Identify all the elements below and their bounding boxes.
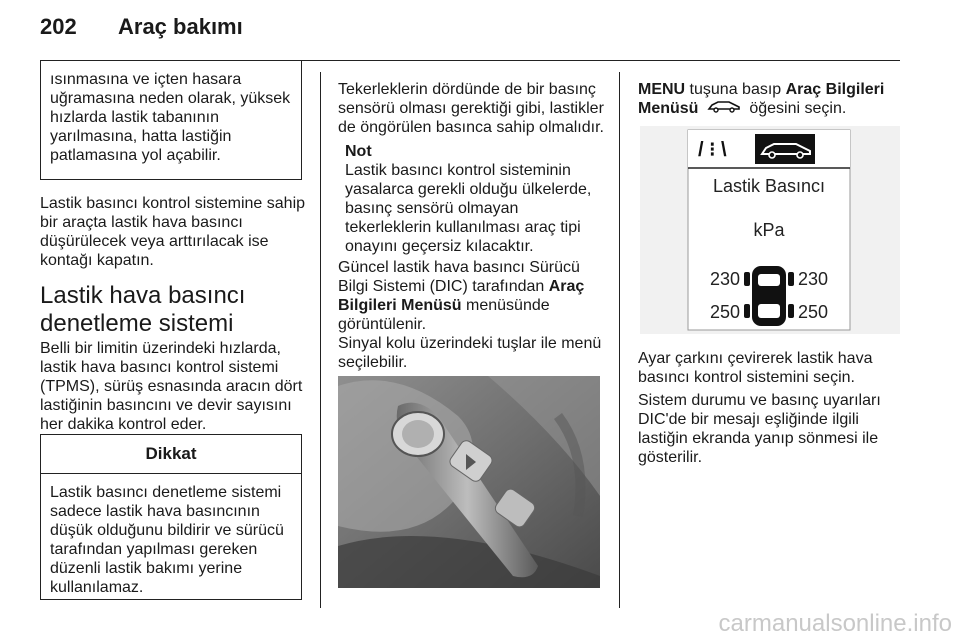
pressure-unit: kPa (753, 220, 785, 240)
text-line: basınç sensörü olmayan (345, 200, 519, 217)
text-line: düşürülecek veya arttırılacak ise (40, 233, 269, 250)
text-line: lastiğin ekranda yanıp sönmesi ile (638, 430, 879, 447)
text-line: her dakika kontrol eder. (40, 416, 207, 433)
tab-left-glyph: / ⁝ \ (698, 139, 727, 161)
paragraph-menu-select (638, 80, 903, 118)
paragraph-tpms (40, 339, 312, 434)
text-line: DIC'de bir mesajı eşliğinde ilgili (638, 411, 859, 428)
text-line: Lastik basıncı denetleme sistemi (50, 484, 282, 501)
menu-name-bold: Bilgileri Menüsü (338, 297, 462, 314)
note-title: Not (345, 143, 372, 160)
text-line: Güncel lastik hava basıncı Sürücü (338, 259, 580, 276)
column-divider-2 (619, 72, 620, 608)
text-line: yasalarca gerekli olduğu ülkelerde, (345, 181, 592, 198)
text-line: Sinyal kolu üzerindeki tuşlar ile menü (338, 335, 602, 352)
text-line: kontağı kapatın. (40, 252, 154, 269)
text-line: görüntülenir. (338, 316, 427, 333)
dic-title: Lastik Basıncı (712, 176, 826, 196)
text-line: Lastik basıncı kontrol sisteminin (345, 162, 571, 179)
text-line (638, 80, 903, 99)
text-line: Sistem durumu ve basınç uyarıları (638, 392, 881, 409)
page-number: 202 (40, 14, 77, 39)
page-title: Araç bakımı (118, 14, 243, 39)
caution-box (40, 434, 302, 600)
text-line: lastiğinin basıncını ve devir sayısını (40, 397, 292, 414)
text-line: basıncı kontrol sistemini seçin. (638, 369, 855, 386)
paragraph-stalk (338, 334, 613, 372)
text-line (638, 99, 903, 118)
text-run: Bilgi Sistemi (DIC) tarafından (338, 278, 549, 295)
heading-line: denetleme sistemi (40, 310, 234, 337)
heading-line: Lastik hava basıncı (40, 282, 246, 309)
pressure-rear-right: 250 (798, 302, 829, 322)
text-line: sensörü olması gerektiği gibi, lastikler (338, 100, 604, 117)
text-line: kullanılamaz. (50, 579, 144, 596)
paragraph-ignition (40, 194, 310, 270)
paragraph-dic (338, 258, 613, 334)
text-line: yarılmasına, hatta lastiğin (50, 128, 232, 145)
text-line: tarafından yapılması gereken (50, 541, 258, 558)
pressure-front-right: 230 (798, 269, 829, 289)
text-run: öğesini seçin. (744, 100, 847, 117)
dic-display (640, 126, 900, 334)
text-line: Lastik basıncı kontrol sistemine sahip (40, 195, 306, 212)
text-line: Tekerleklerin dördünde de bir basınç (338, 81, 596, 98)
caution-title: Dikkat (41, 435, 301, 474)
paragraph-warnings (638, 391, 903, 467)
text-line: lastik hava basıncı kontrol sistemi (40, 359, 279, 376)
paragraph-sensors (338, 80, 613, 137)
pressure-front-left: 230 (709, 269, 740, 289)
text-line: (TPMS), sürüş esnasında aracın dört (40, 378, 303, 395)
text-line: hızlarda lastik tabanının (50, 109, 219, 126)
note-block (338, 142, 615, 256)
text-line: seçilebilir. (338, 354, 408, 371)
paragraph-select-tpms (638, 349, 903, 387)
turn-signal-stalk-photo (338, 376, 600, 588)
menu-name-bold: Araç Bilgileri (785, 81, 885, 98)
text-line: sadece lastik hava basıncının (50, 503, 260, 520)
text-line: ısınmasına ve içten hasara (50, 71, 242, 88)
menu-button-label: MENU (638, 81, 686, 98)
text-line: patlamasına yol açabilir. (50, 147, 221, 164)
text-line: bir araçta lastik hava basıncı (40, 214, 243, 231)
menu-name-bold: Menüsü (638, 100, 699, 117)
column-divider-1 (320, 72, 321, 608)
text-line: tekerleklerin kullanılması araç tipi (345, 219, 581, 236)
text-line: düşük olduğunu bildirir ve sürücü (50, 522, 284, 539)
section-heading (40, 282, 310, 338)
text-line: onayını geçersiz kılacaktır. (345, 238, 534, 255)
menu-name-bold: Araç (548, 278, 585, 295)
text-line: Ayar çarkını çevirerek lastik hava (638, 350, 873, 367)
watermark: carmanualsonline.info (718, 610, 952, 637)
text-line: de öngörülen basınca sahip olmalıdır. (338, 119, 604, 136)
text-line: uğramasına neden olarak, yüksek (50, 90, 291, 107)
text-line (338, 277, 613, 296)
caution-body (41, 474, 301, 597)
text-run: menüsünde (461, 297, 550, 314)
warning-box-continued (40, 60, 302, 180)
text-line: Belli bir limitin üzerindeki hızlarda, (40, 340, 281, 357)
pressure-rear-left: 250 (709, 302, 740, 322)
text-line (338, 296, 613, 315)
text-run: tuşuna basıp (685, 81, 786, 98)
car-icon (707, 99, 741, 118)
text-line: düzenli lastik bakımı yerine (50, 560, 243, 577)
text-line: gösterilir. (638, 449, 703, 466)
